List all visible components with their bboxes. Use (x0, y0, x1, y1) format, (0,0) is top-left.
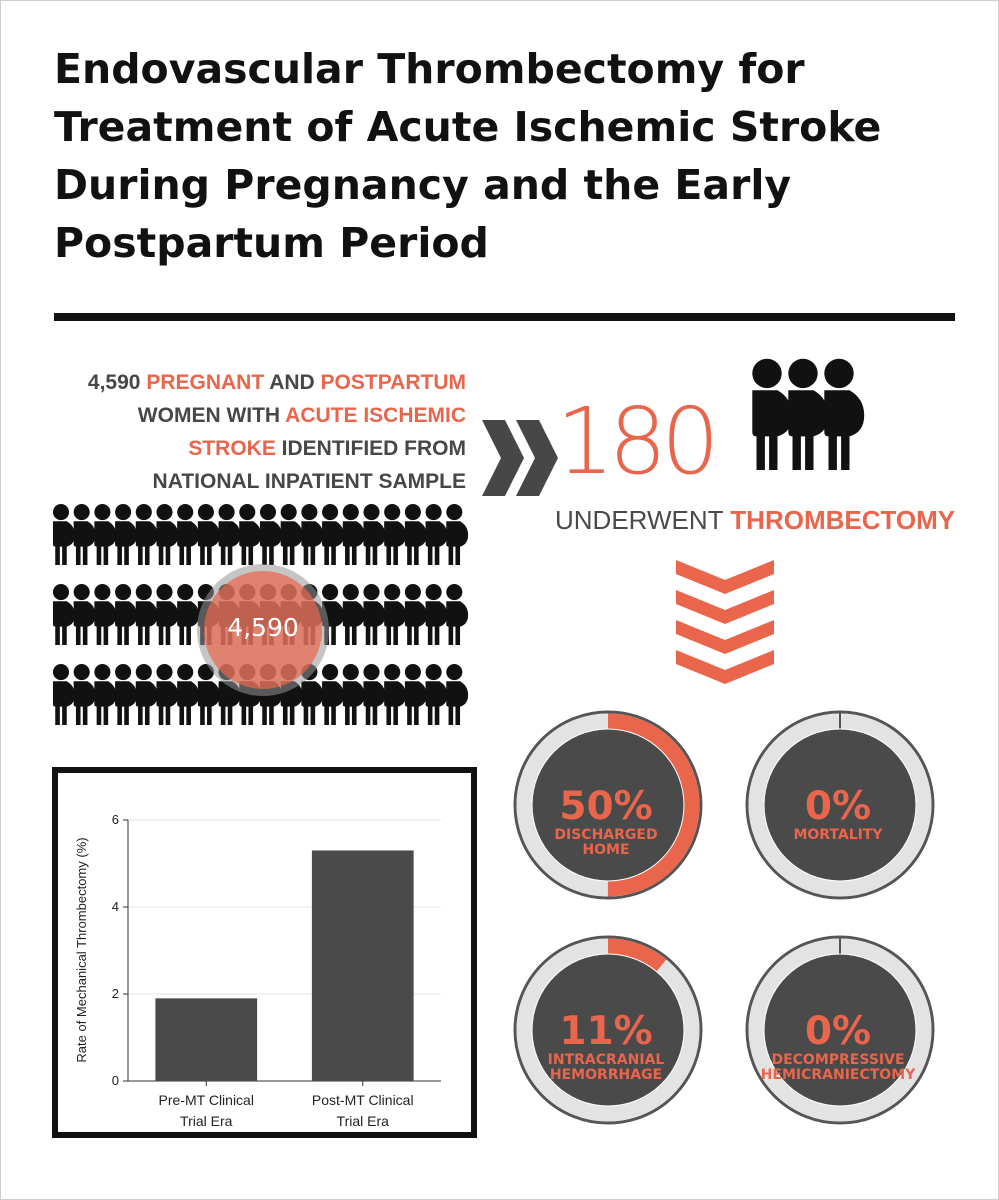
pregnant-woman-icon (74, 584, 96, 645)
pregnant-woman-icon (94, 664, 116, 725)
y-tick-label: 6 (111, 812, 119, 827)
pregnant-woman-icon (198, 504, 220, 565)
outcome-caption: DECOMPRESSIVE (771, 1052, 905, 1068)
pregnant-woman-icon (260, 504, 282, 565)
pregnant-woman-icon (53, 664, 75, 725)
pregnant-woman-icon (177, 504, 199, 565)
outcome-caption-2: HOME (582, 842, 630, 858)
outcome-pct: 0% (804, 784, 872, 829)
pregnant-woman-icon (136, 664, 158, 725)
pregnant-woman-icon (446, 504, 468, 565)
pregnant-woman-icon (322, 664, 344, 725)
bar (312, 850, 414, 1081)
outcome-discharged-home (516, 786, 696, 858)
pregnant-woman-icon (74, 664, 96, 725)
intro-pregnant: PREGNANT (146, 371, 265, 394)
y-axis-label: Rate of Mechanical Thrombectomy (%) (74, 837, 89, 1063)
thrombectomy-count: 180 (556, 388, 714, 495)
pregnant-woman-icon (115, 584, 137, 645)
y-tick-label: 2 (111, 986, 119, 1001)
intro-postpartum: POSTPARTUM (320, 371, 466, 394)
double-chevron-icon (482, 420, 558, 496)
title-line-1: Endovascular Thrombectomy for (54, 45, 805, 93)
pregnant-woman-icon (405, 504, 427, 565)
outcome-intracranial-hemorrhage (516, 1011, 696, 1083)
pregnant-woman-icon (426, 584, 448, 645)
pregnant-woman-icon (53, 504, 75, 565)
x-tick-label: Pre-MT Clinical Trial Era (158, 1092, 254, 1129)
pregnant-woman-icon (301, 504, 323, 565)
pregnant-woman-icon (446, 584, 468, 645)
bar (155, 998, 257, 1081)
pregnant-woman-icon (343, 504, 365, 565)
pregnant-woman-icon (322, 504, 344, 565)
intro-stroke: STROKE (188, 437, 276, 460)
pregnant-woman-icon (405, 664, 427, 725)
pregnant-woman-icon (384, 664, 406, 725)
pregnant-women-icon (752, 359, 864, 470)
pregnant-woman-icon (53, 584, 75, 645)
outcome-pct: 50% (559, 784, 653, 829)
pregnant-woman-icon (281, 504, 303, 565)
outcome-caption-2: HEMORRHAGE (549, 1067, 663, 1083)
thrombectomy-label (555, 504, 955, 536)
outcome-caption: DISCHARGED (554, 827, 658, 843)
x-tick-label: Post-MT Clinical Trial Era (311, 1092, 414, 1129)
pregnant-woman-icon (343, 664, 365, 725)
pregnant-woman-icon (74, 504, 96, 565)
intro-count: 4,590 (87, 371, 147, 394)
intro-line-4: NATIONAL INPATIENT SAMPLE (152, 470, 466, 493)
outcome-mortality (748, 786, 928, 843)
title-line-3: During Pregnancy and the Early (54, 161, 792, 209)
intro-identified-from: IDENTIFIED FROM (275, 437, 466, 460)
pregnant-woman-icon (94, 504, 116, 565)
y-tick-label: 0 (111, 1073, 119, 1088)
pregnant-woman-icon (156, 584, 178, 645)
pregnant-woman-icon (136, 584, 158, 645)
intro-and: AND (264, 371, 321, 394)
pregnant-woman-icon (94, 584, 116, 645)
outcome-pct: 11% (559, 1009, 653, 1054)
pregnant-woman-icon (384, 504, 406, 565)
cohort-badge-value: 4,590 (227, 613, 299, 642)
pregnant-woman-icon (239, 504, 261, 565)
down-chevrons-icon (676, 560, 774, 684)
pregnant-woman-icon (426, 664, 448, 725)
intro-women-with: WOMEN WITH (137, 404, 286, 427)
pregnant-woman-icon (115, 664, 137, 725)
outcome-caption-2: HEMICRANIECTOMY (760, 1067, 916, 1083)
pregnant-woman-icon (219, 504, 241, 565)
intro-acute-ischemic: ACUTE ISCHEMIC (285, 404, 466, 427)
pregnant-woman-icon (156, 504, 178, 565)
pregnant-woman-icon (446, 664, 468, 725)
pregnant-woman-icon (384, 584, 406, 645)
pregnant-woman-icon (115, 504, 137, 565)
pregnant-woman-icon (363, 584, 385, 645)
title-line-4: Postpartum Period (54, 219, 489, 267)
title-line-2: Treatment of Acute Ischemic Stroke (54, 103, 882, 151)
outcome-caption: INTRACRANIAL (547, 1052, 665, 1068)
bar-chart (58, 773, 471, 1132)
thrombectomy-text: THROMBECTOMY (730, 505, 956, 535)
pregnant-woman-icon (363, 664, 385, 725)
pregnant-woman-icon (177, 664, 199, 725)
underwent-text: UNDERWENT (555, 505, 731, 535)
pregnant-woman-icon (136, 504, 158, 565)
y-tick-label: 4 (111, 899, 119, 914)
outcome-decompressive-hemicraniectomy (748, 1011, 928, 1083)
outcome-pct: 0% (804, 1009, 872, 1054)
pregnant-woman-icon (343, 584, 365, 645)
outcome-caption: MORTALITY (793, 827, 883, 843)
thrombectomy-rate-chart (52, 767, 477, 1138)
pregnant-woman-icon (156, 664, 178, 725)
pregnant-woman-icon (363, 504, 385, 565)
pregnant-woman-icon (177, 584, 199, 645)
pregnant-woman-icon (405, 584, 427, 645)
pregnant-woman-icon (426, 504, 448, 565)
